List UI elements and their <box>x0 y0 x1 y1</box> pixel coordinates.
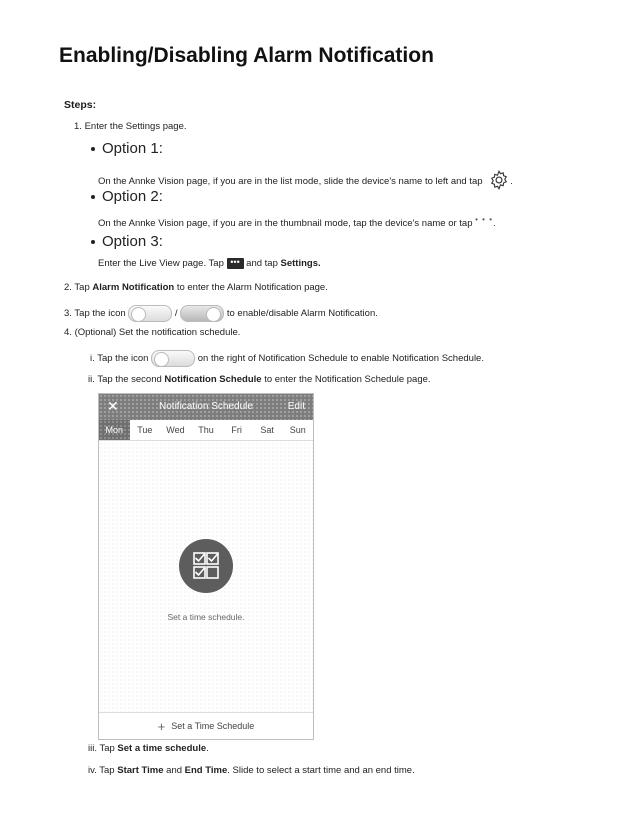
toggle-icon <box>151 350 195 367</box>
option-3-text: Enter the Live View page. Tap ••• and tap Settings. <box>98 257 321 270</box>
step-4: 4. (Optional) Set the notification schedule. <box>64 327 241 338</box>
notification-schedule-screenshot <box>98 393 314 740</box>
step-1 <box>74 121 187 132</box>
bullet-icon <box>91 240 95 244</box>
app-header <box>99 394 313 420</box>
screen-title: Notification Schedule <box>159 401 253 412</box>
sub-step-iv: iv. Tap Start Time and End Time. Slide to select a start time and an end time. <box>88 765 415 776</box>
tab-fri[interactable]: Fri <box>231 425 242 435</box>
empty-state-text[interactable]: Set a time schedule. <box>167 612 245 622</box>
bullet-icon <box>91 147 95 151</box>
more-menu-icon: ••• <box>227 258 244 269</box>
tab-thu[interactable]: Thu <box>198 425 214 435</box>
option-1-heading: Option 1: <box>91 140 163 157</box>
toggle-on-icon <box>180 305 224 322</box>
tab-tue[interactable]: Tue <box>137 425 153 435</box>
day-tabs <box>99 420 313 441</box>
option-3-heading: Option 3: <box>91 233 163 250</box>
toggle-off-icon <box>128 305 172 322</box>
schedule-checklist-icon <box>179 539 233 593</box>
steps-label: Steps: <box>64 99 97 111</box>
step-text: Enter the Settings page. <box>84 121 187 132</box>
edit-button[interactable]: Edit <box>287 401 305 412</box>
sub-step-ii: ii. Tap the second Notification Schedule to enter the Notification Schedule page. <box>88 374 431 385</box>
option-1-text: On the Annke Vision page, if you are in the list mode, slide the device's name to left and tap . <box>98 169 513 194</box>
add-schedule-button[interactable]: + Set a Time Schedule <box>99 712 313 740</box>
page-title: Enabling/Disabling Alarm Notification <box>59 44 434 67</box>
more-dots-icon: • • • <box>475 215 493 224</box>
sub-step-iii: iii. Tap Set a time schedule. <box>88 743 209 754</box>
gear-icon <box>488 169 510 194</box>
tab-mon[interactable]: Mon <box>99 420 130 440</box>
step-3: 3. Tap the icon / to enable/disable Alarm Notification. <box>64 305 378 322</box>
step-2: 2. Tap Alarm Notification to enter the Alarm Notification page. <box>64 282 328 293</box>
tab-sun[interactable]: Sun <box>289 425 306 435</box>
close-icon[interactable]: ✕ <box>107 398 119 414</box>
bullet-icon <box>91 195 95 199</box>
tab-wed[interactable]: Wed <box>166 425 185 435</box>
step-number: 1. <box>74 121 82 132</box>
option-2-heading: Option 2: <box>91 188 163 205</box>
sub-step-i: i. Tap the icon on the right of Notification Schedule to enable Notification Schedule. <box>90 350 484 367</box>
option-2-text: On the Annke Vision page, if you are in the thumbnail mode, tap the device's name or tap • • •. <box>98 215 496 230</box>
plus-icon: + <box>157 719 166 735</box>
tab-sat[interactable]: Sat <box>260 425 274 435</box>
